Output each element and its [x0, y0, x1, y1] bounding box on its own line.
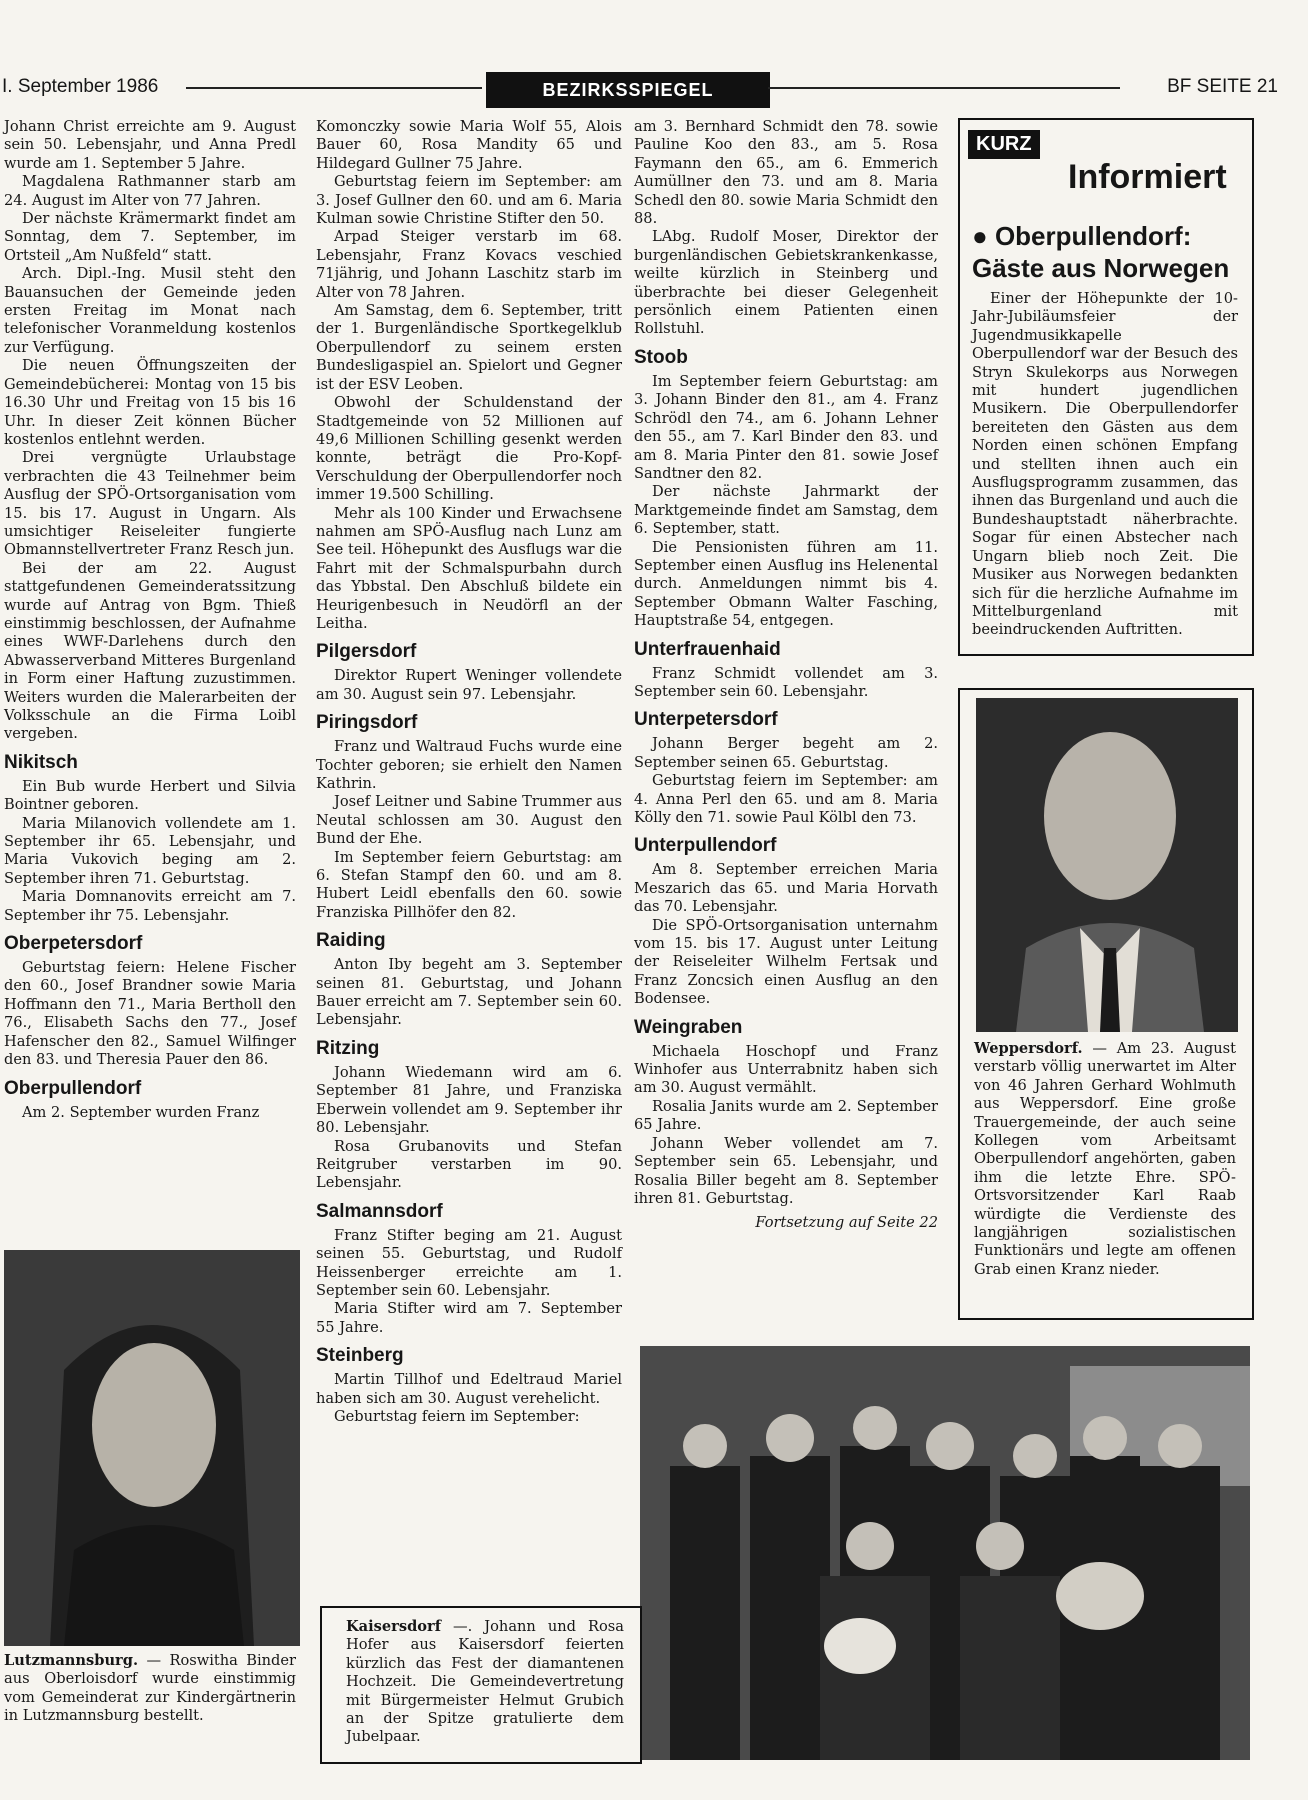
section-title: BEZIRKSSPIEGEL	[486, 72, 770, 108]
article-paragraph: Geburtstag feiern im September: am 4. Anna Perl den 65. und am 8. Maria Kölly den 71. sowie Paul Kölbl den 73.	[634, 772, 938, 826]
article-paragraph: LAbg. Rudolf Moser, Direktor der burgenländischen Gebietskrankenkasse, weilte kürzlich in Steinberg und überbrachte bei dieser Gelegenheit persönlich einem Patienten einen Rollstuhl.	[634, 228, 938, 338]
article-paragraph: Die SPÖ-Ortsorganisation unternahm vom 15. bis 17. August unter Leitung der Reiseleiter Wilhelm Fertsak und Franz Zoncsich einen Ausflug an den Bodensee.	[634, 916, 938, 1008]
article-paragraph: am 3. Bernhard Schmidt den 78. sowie Pauline Koo den 83., am 5. Rosa Faymann den 65., am 6. Emmerich Aumüllner den 73. und am 8. Maria Schedl den 80. sowie Maria Schmidt den 88.	[634, 118, 938, 228]
article-paragraph: Geburtstag feiern im September:	[334, 1407, 580, 1425]
article-paragraph: Maria Milanovich vollendete am 1. September ihr 65. Lebensjahr, und Maria Vukovich beging am 2. September ihren 71. Geburtstag.	[4, 814, 296, 887]
caption-lutzmannsburg	[4, 1652, 296, 1726]
section-heading: Oberpullendorf	[4, 1077, 142, 1099]
article-paragraph: Maria Domnanovits erreicht am 7. September ihr 75. Lebensjahr.	[4, 888, 296, 924]
article-paragraph: Johann Weber vollendet am 7. September sein 65. Lebensjahr, und Rosalia Biller begeht am 8. September ihren 81. Geburtstag.	[634, 1134, 938, 1207]
continued-note: Fortsetzung auf Seite 22	[755, 1214, 938, 1232]
article-paragraph: Am 8. September erreichen Maria Meszarich das 65. und Maria Horvath das 70. Lebensjahr.	[634, 861, 938, 916]
article-paragraph: Johann Christ erreichte am 9. August sein 50. Lebensjahr, und Anna Predl wurde am 1. September 5 Jahre.	[4, 118, 296, 172]
article-paragraph: Franz Schmidt vollendet am 3. September sein 60. Lebensjahr.	[634, 664, 938, 700]
article-paragraph: Am 2. September wurden Franz	[22, 1103, 260, 1121]
section-heading: Piringsdorf	[316, 712, 418, 734]
portrait-woman-illustration	[4, 1250, 300, 1646]
section-heading: Steinberg	[316, 1345, 404, 1367]
article-paragraph: Im September feiern Geburtstag: am 3. Johann Binder den 81., am 4. Franz Schrödl den 74., am 6. Johann Lehner den 55., am 7. Karl Binder den 83. und am 8. Maria Pinter den 81. sowie Josef Sandtner den 82.	[634, 372, 938, 482]
section-heading: Unterpullendorf	[634, 835, 777, 857]
article-paragraph: Rosalia Janits wurde am 2. September 65 Jahre.	[634, 1097, 938, 1134]
article-paragraph: Martin Tillhof und Edeltraud Mariel haben sich am 30. August verehelicht.	[316, 1371, 622, 1407]
kurz-content	[972, 220, 1238, 640]
section-heading: Oberpetersdorf	[4, 933, 143, 955]
article-paragraph: Maria Stifter wird am 7. September 55 Jahre.	[316, 1300, 622, 1336]
portrait-man-illustration	[976, 698, 1238, 1032]
kurz-tag: KURZ	[968, 130, 1040, 159]
article-paragraph: Drei vergnügte Urlaubstage verbrachten die 43 Teilnehmer beim Ausflug der SPÖ-Ortsorganisation vom 15. bis 17. August in Ungarn. Als umsichtiger Reiseleiter fungierte Obmannstellvertreter Franz Resch jun.	[4, 449, 296, 559]
caption-weppersdorf	[974, 1040, 1236, 1279]
article-paragraph: Die Pensionisten führen am 11. September einen Ausflug ins Helenental durch. Anmeldungen nimmt bis 4. September Obmann Walter Fasching, Hauptstraße 54, entgegen.	[634, 538, 938, 630]
portrait-photo-woman	[4, 1250, 300, 1646]
article-paragraph: Ein Bub wurde Herbert und Silvia Bointner geboren.	[4, 777, 296, 814]
kurz-headline-2: Gäste aus Norwegen	[972, 253, 1230, 283]
article-paragraph: Der nächste Jahrmarkt der Marktgemeinde findet am Samstag, dem 6. September, statt.	[634, 483, 938, 538]
article-paragraph: Mehr als 100 Kinder und Erwachsene nahmen am SPÖ-Ausflug nach Lunz am See teil. Höhepunkt des Ausflugs war die Fahrt mit der Schmalspurbahn durch das Ybbstal. Den Abschluß bildete ein Heurigenbesuch in Neudörfl an der Leitha.	[316, 504, 622, 632]
column-2	[316, 118, 622, 1426]
article-paragraph: Am Samstag, dem 6. September, tritt der 1. Burgenländische Sportkegelklub Oberpullendorf zu seinem ersten Bundesligaspiel an. Spielort und Gegner ist der ESV Leoben.	[316, 302, 622, 393]
article-paragraph: Magdalena Rathmanner starb am 24. August im Alter von 77 Jahren.	[4, 173, 296, 209]
article-paragraph: Geburtstag feiern im September: am 3. Josef Gullner den 60. und am 6. Maria Kulman sowie Christine Stifter den 50.	[316, 173, 622, 228]
section-heading: Weingraben	[634, 1016, 743, 1038]
kurz-body: Einer der Höhepunkte der 10-Jahr-Jubiläumsfeier der Jugendmusikkapelle Oberpullendorf war der Besuch des Stryn Skulekorps aus Norwegen mit hundert jugendlichen Musikern. Die Oberpullendorfer bereiteten den Gästen aus dem Norden einen schönen Empfang und stellten ihnen auch ein Ausflugsprogramm zusammen, das ihnen das Burgenland und auch die Bundeshauptstadt näherbrachte. Sogar für einen Abstecher nach Ungarn blieb noch Zeit. Die Musiker aus Norwegen bedankten sich für die herzliche Aufnahme im Mittelburgenland mit beeindruckenden Auftritten.	[972, 290, 1238, 639]
article-paragraph: Johann Wiedemann wird am 6. September 81 Jahre, und Franziska Eberwein vollendet am 9. September ihr 80. Lebensjahr.	[316, 1063, 622, 1137]
article-paragraph: Johann Berger begeht am 2. September seinen 65. Geburtstag.	[634, 735, 938, 771]
section-heading: Unterpetersdorf	[634, 709, 778, 731]
section-heading: Pilgersdorf	[316, 641, 417, 663]
article-paragraph: Direktor Rupert Weninger vollendete am 30. August sein 97. Lebensjahr.	[316, 667, 622, 703]
caption-place: Weppersdorf.	[974, 1040, 1083, 1057]
column-1	[4, 118, 296, 1122]
kurz-headline-1	[972, 220, 1238, 252]
section-heading: Salmannsdorf	[316, 1200, 443, 1222]
article-paragraph: Arpad Steiger verstarb im 68. Lebensjahr, Franz Kovacs veschied 71jährig, und Johann Laschitz starb im Alter von 78 Jahren.	[316, 228, 622, 301]
header-rule-left	[186, 87, 482, 89]
group-photo-illustration	[640, 1346, 1250, 1760]
bullet-icon: ●	[972, 221, 995, 251]
caption-kaisersdorf	[346, 1618, 624, 1747]
section-heading: Unterfrauenhaid	[634, 638, 781, 660]
caption-place: Lutzmannsburg.	[4, 1652, 139, 1669]
article-paragraph: Franz und Waltraud Fuchs wurde eine Tochter geboren; sie erhielt den Namen Kathrin.	[316, 738, 622, 792]
article-paragraph: Anton Iby begeht am 3. September seinen 81. Geburtstag, und Johann Bauer erreicht am 7. September sein 60. Lebensjahr.	[316, 956, 622, 1029]
article-paragraph: Arch. Dipl.-Ing. Musil steht den Bauansuchen der Gemeinde jeden ersten Freitag im Monat nach telefonischer Voranmeldung kostenlos zur Verfügung.	[4, 265, 296, 356]
section-heading: Raiding	[316, 930, 386, 952]
section-heading: Stoob	[634, 346, 688, 368]
article-paragraph: Im September feiern Geburtstag: am 6. Stefan Stampf den 60. und am 8. Hubert Leidl ebenfalls den 60. sowie Franziska Pillhöfer den 82.	[316, 848, 622, 921]
article-paragraph: Komonczky sowie Maria Wolf 55, Alois Bauer 60, Rosa Mandity 65 und Hildegard Gullner 75 Jahre.	[316, 118, 622, 172]
caption-place: Kaisersdorf	[346, 1618, 441, 1635]
article-paragraph: Die neuen Öffnungszeiten der Gemeindebücherei: Montag von 15 bis 16.30 Uhr und Freitag von 15 bis 16 Uhr. In dieser Zeit können Bücher kostenlos entlehnt werden.	[4, 357, 296, 448]
caption-text: —. Johann und Rosa Hofer aus Kaisersdorf feierten kürzlich das Fest der diamantenen Hochzeit. Die Gemeindevertretung mit Bürgermeister Helmut Grubich an der Spitze gratulierte dem Jubelpaar.	[346, 1618, 624, 1746]
article-paragraph: Michaela Hoschopf und Franz Winhofer aus Unterrabnitz haben sich am 30. August vermählt.	[634, 1042, 938, 1097]
caption-text: — Am 23. August verstarb völlig unerwartet im Alter von 46 Jahren Gerhard Wohlmuth aus Weppersdorf. Eine große Trauergemeinde, der auch seine Kollegen vom Arbeitsamt Oberpullendorf angehörten, gaben ihm die letzte Ehre. SPÖ-Ortsvorsitzender Karl Raab würdigte die Verdienste des langjährigen sozialistischen Funktionärs und legte am offenen Grab einen Kranz nieder.	[974, 1040, 1236, 1278]
article-paragraph: Der nächste Krämermarkt findet am Sonntag, dem 7. September, im Ortsteil „Am Nußfeld“ statt.	[4, 210, 296, 264]
section-heading: Ritzing	[316, 1037, 380, 1059]
article-paragraph: Bei der am 22. August stattgefundenen Gemeinderatssitzung wurde auf Antrag von Bgm. Thieß einstimmig beschlossen, der Aufnahme eines WWF-Darlehens durch den Abwasserverband Mitteres Burgenland in Form einer Haftung zuzustimmen. Weiters wurden die Malerarbeiten der Volksschule an die Firma Loibl vergeben.	[4, 559, 296, 743]
header-rule-right	[768, 87, 1120, 89]
kurz-headline-1-text: Oberpullendorf:	[994, 221, 1192, 251]
section-heading: Nikitsch	[4, 751, 78, 773]
portrait-photo-man	[976, 698, 1238, 1032]
column-3	[634, 118, 938, 1233]
article-paragraph: Obwohl der Schuldenstand der Stadtgemeinde von 52 Millionen auf 49,6 Millionen Schilling gesenkt werden konnte, beträgt die Pro-Kopf-Verschuldung der Oberpullendorfer noch immer 19.500 Schilling.	[316, 394, 622, 504]
article-paragraph: Franz Stifter beging am 21. August seinen 55. Geburtstag, und Rudolf Heissenberger erreichte am 1. September sein 60. Lebensjahr.	[316, 1226, 622, 1299]
kaisersdorf-caption-box	[320, 1606, 642, 1764]
weppersdorf-box	[958, 688, 1254, 1320]
header-date: I. September 1986	[2, 76, 159, 97]
caption-text: — Roswitha Binder aus Oberloisdorf wurde einstimmig vom Gemeinderat zur Kindergärtnerin in Lutzmannsburg bestellt.	[4, 1652, 296, 1725]
article-paragraph: Geburtstag feiern: Helene Fischer den 60., Josef Brandner sowie Maria Hoffmann den 71., Maria Bertholl den 76., Elisabeth Sachs den 77., Josef Hafenscher den 82., Samuel Wilfinger den 83. und Theresia Pauer den 86.	[4, 959, 296, 1069]
group-photo	[640, 1346, 1250, 1760]
article-paragraph: Rosa Grubanovits und Stefan Reitgruber verstarben im 90. Lebensjahr.	[316, 1137, 622, 1192]
page-number: BF SEITE 21	[1167, 76, 1278, 97]
kurz-title: Informiert	[1068, 158, 1227, 196]
kurz-informiert-box	[958, 118, 1254, 656]
article-paragraph: Josef Leitner und Sabine Trummer aus Neutal schlossen am 30. August den Bund der Ehe.	[316, 793, 622, 848]
